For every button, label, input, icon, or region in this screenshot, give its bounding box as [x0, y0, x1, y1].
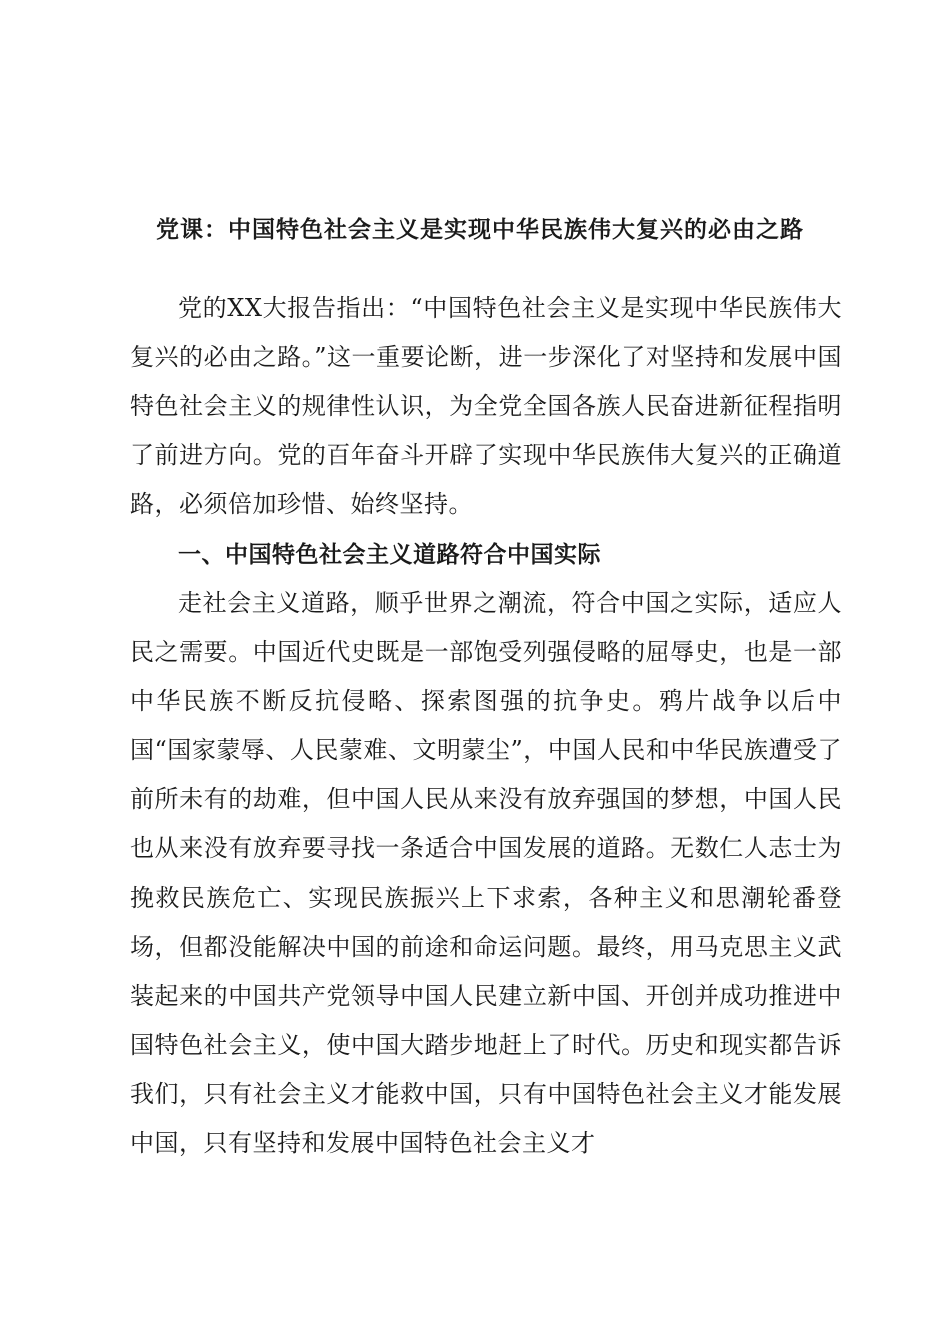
- document-title: 党课：中国特色社会主义是实现中华民族伟大复兴的必由之路: [156, 216, 804, 243]
- body-paragraph: 走社会主义道路，顺乎世界之潮流，符合中国之实际，适应人民之需要。中国近代史既是一部饱受列强侵略的屈辱史，也是一部中华民族不断反抗侵略、探索图强的抗争史。鸦片战争以后中国“国家蒙辱、人民蒙难、文明蒙尘”，中国人民和中华民族遭受了前所未有的劫难，但中国人民从来没有放弃强国的梦想，中国人民也从来没有放弃要寻找一条适合中国发展的道路。无数仁人志士为挽救民族危亡、实现民族振兴上下求索，各种主义和思潮轮番登场，但都没能解决中国的前途和命运问题。最终，用马克思主义武装起来的中国共产党领导中国人民建立新中国、开创并成功推进中国特色社会主义，使中国大踏步地赶上了时代。历史和现实都告诉我们，只有社会主义才能救中国，只有中国特色社会主义才能发展中国，只有坚持和发展中国特色社会主义才: [130, 589, 842, 1158]
- section-heading: 一、中国特色社会主义道路符合中国实际: [178, 541, 601, 568]
- intro-paragraph: 党的XX大报告指出：“中国特色社会主义是实现中华民族伟大复兴的必由之路。”这一重要论断，进一步深化了对坚持和发展中国特色社会主义的规律性认识，为全党全国各族人民奋进新征程指明了前进方向。党的百年奋斗开辟了实现中华民族伟大复兴的正确道路，必须倍加珍惜、始终坚持。: [130, 294, 842, 519]
